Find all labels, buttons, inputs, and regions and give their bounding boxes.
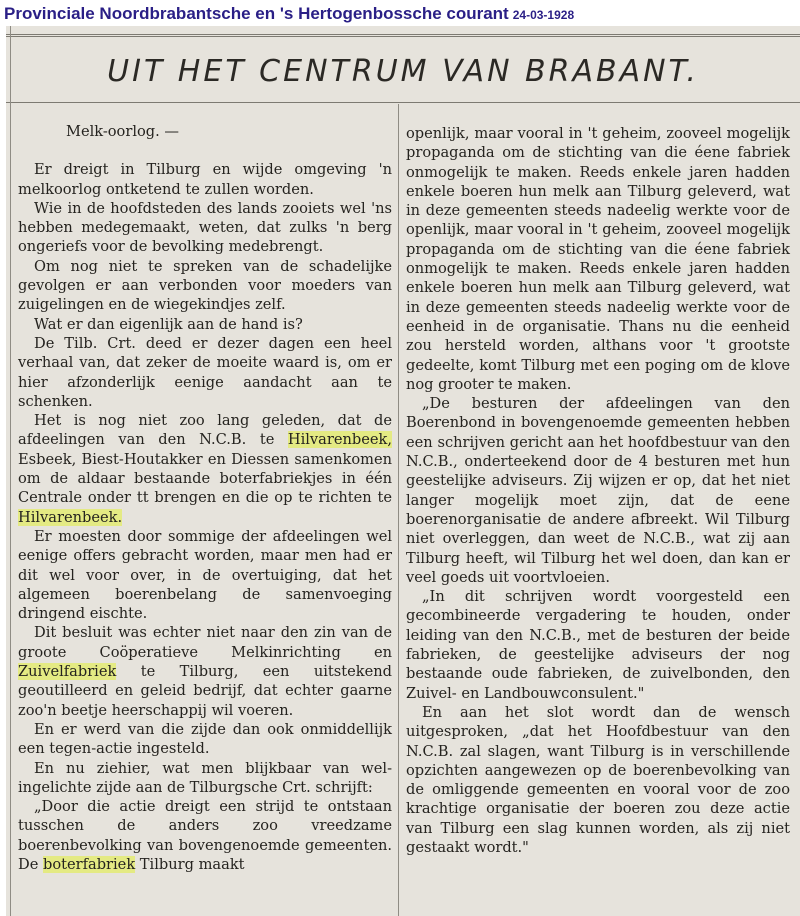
right-column xyxy=(406,124,790,857)
newspaper-clipping xyxy=(6,26,800,916)
paragraph: „De besturen der afdeelingen van den Boerenbond in bovengenoemde gemeenten hebben een schrijven gericht aan het hoofdbestuur van den N.C.B., onderteekend door de 4 besturen met hun geestelijke adviseurs. Zij wijzen er op, dat het niet langer mogelijk moet zijn, dat de eene boerenorganisatie de andere afbreekt. Wil Tilburg niet overleggen, dan weet de N.C.B., wat zij aan Tilburg heeft, wil Tilburg het wel doen, dan kan er veel goeds uit voortvloeien. xyxy=(406,395,790,586)
top-rule-inner xyxy=(6,36,800,37)
paragraph: Er dreigt in Tilburg en wijde omgeving 'n melkoorlog ontketend te zullen worden. xyxy=(18,161,392,198)
column-rule xyxy=(398,104,399,916)
paragraph: En aan het slot wordt dan de wensch uitgesproken, „dat het Hoofdbestuur van den N.C.B. zal slagen, want Tilburg is in verschillende opzichten aangewezen op de boerenbevolking van de omliggende gemeenten en vooral voor de zoo krachtige organisatie der boeren zou deze actie van Tilburg een slag kunnen worden, als zij niet gestaakt wordt." xyxy=(406,703,790,856)
paragraph: Wie in de hoofdsteden des lands zooiets wel 'ns hebben medegemaakt, weten, dat zulks 'n berg ongeriefs voor de bevolking medebrengt. xyxy=(18,199,392,256)
left-margin-rule xyxy=(10,26,11,916)
publication-header xyxy=(4,4,574,24)
paragraph: En er werd van die zijde dan ook onmiddellijk een tegen-actie ingesteld. xyxy=(18,720,392,758)
left-column xyxy=(18,122,392,874)
paragraph-with-highlight: Dit besluit was echter niet naar den zin van de groote Coöperatieve Melkinrichting en Zuivelfabriek te Tilburg, een uitstekend geoutilleerd en geleid bedrijf, dat echter gaarne zoo'n beetje heerschappij wil voeren. xyxy=(18,624,392,719)
paragraph: En nu ziehier, wat men blijkbaar van wel-ingelichte zijde aan de Tilburgsche Crt. schrijft: xyxy=(18,759,392,796)
headline-rule xyxy=(6,102,800,103)
paragraph: openlijk, maar vooral in 't geheim, zooveel mogelijk propaganda om de stichting van die éene fabriek onmogelijk te maken. Reeds enkele jaren hadden enkele boeren hun melk aan Tilburg geleverd, wat in deze gemeenten steeds nadeelig werkte voor de openlijk, maar vooral in 't geheim, zooveel mogelijk propaganda om de stichting van die éene fabriek onmogelijk te maken. Reeds enkele jaren hadden enkele boeren hun melk aan Tilburg geleverd, wat in deze gemeenten steeds nadeelig werkte voor de eenheid in de organisatie. Thans nu die eenheid zou hersteld worden, althans voor 't grootste gedeelte, komt Tilburg met een poging om de klove nog grooter te maken. xyxy=(406,125,790,393)
paragraph-with-highlights: Het is nog niet zoo lang geleden, dat de afdeelingen van den N.C.B. te Hilvarenbeek, Esbeek, Biest-Houtakker en Diessen samenkomen om de aldaar bestaande boterfabriekjes in één Centrale onder tt brengen en die op te richten te Hilvarenbeek. xyxy=(18,412,392,526)
section-heading: Melk-oorlog. — xyxy=(66,123,179,140)
headline: UIT HET CENTRUM VAN BRABANT. xyxy=(107,54,699,89)
paragraph: „In dit schrijven wordt voorgesteld een gecombineerde vergadering te houden, onder leiding van den N.C.B., met de besturen der beide fabrieken, de geestelijke adviseurs der nog bestaande oude fabrieken, de zuivelbonden, den Zuivel- en Landbouwconsulent." xyxy=(406,588,790,702)
top-rule xyxy=(6,34,800,35)
paragraph: Wat er dan eigenlijk aan de hand is? xyxy=(34,315,303,333)
publication-date: 24-03-1928 xyxy=(512,8,575,22)
quote-paragraph: „Door die actie dreigt een strijd te ontstaan tusschen de anders zoo vreedzame boerenbevolking van bovengenoemde gemeenten. De boterfabriek Tilburg maakt xyxy=(18,798,392,873)
publication-title: Provinciale Noordbrabantsche en 's Hertogenbossche courant xyxy=(4,4,509,23)
paragraph: Er moesten door sommige der afdeelingen wel eenige offers gebracht worden, maar men had er dit wel voor over, in de overtuiging, dat het algemeen boerenbelang de samenvoeging dringend eischte. xyxy=(18,527,392,623)
paragraph: Om nog niet te spreken van de schadelijke gevolgen er aan verbonden voor moeders van zuigelingen en de wiegekindjes zelf. xyxy=(18,257,392,314)
paragraph: De Tilb. Crt. deed er dezer dagen een heel verhaal van, dat zeker de moeite waard is, om er hier afzonderlijk eenige aandacht aan te schenken. xyxy=(18,334,392,410)
